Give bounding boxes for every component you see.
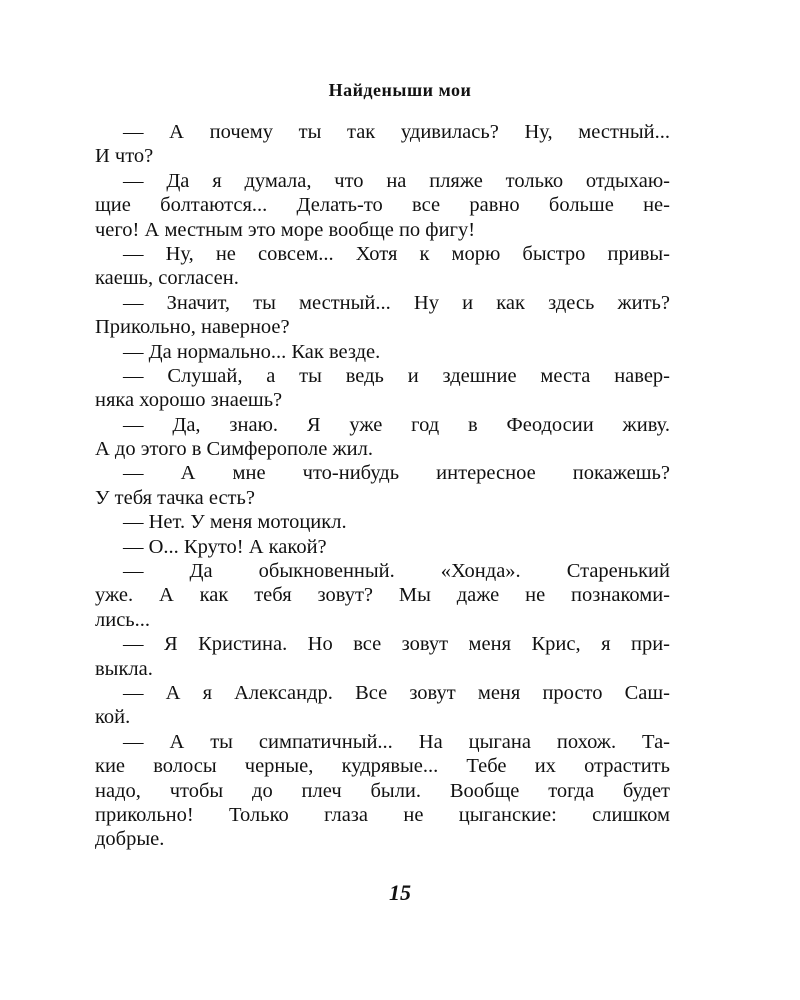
text-line: — Значит, ты местный... Ну и как здесь жить? bbox=[123, 291, 670, 314]
text-line: кой. bbox=[95, 706, 131, 729]
text-line: — Да нормально... Как везде. bbox=[123, 340, 381, 363]
text-line: чего! А местным это море вообще по фигу! bbox=[95, 218, 476, 241]
text-line: И что? bbox=[95, 145, 154, 168]
page-number: 15 bbox=[389, 880, 411, 905]
text-line: — Да я думала, что на пляже только отдыхаю- bbox=[123, 169, 670, 192]
text-line: прикольно! Только глаза не цыганские: слишком bbox=[95, 803, 670, 826]
text-line: — Я Кристина. Но все зовут меня Крис, я при- bbox=[123, 633, 670, 656]
text-line: добрые. bbox=[95, 828, 165, 851]
text-line: выкла. bbox=[95, 657, 153, 680]
text-line: — Да, знаю. Я уже год в Феодосии живу. bbox=[123, 413, 670, 436]
text-line: — А я Александр. Все зовут меня просто Саш- bbox=[123, 681, 670, 704]
running-header: Найденыши мои bbox=[328, 80, 472, 100]
text-line: кие волосы черные, кудрявые... Тебе их отрастить bbox=[95, 755, 670, 778]
text-line: А до этого в Симферополе жил. bbox=[95, 438, 373, 461]
text-line: — О... Круто! А какой? bbox=[123, 535, 327, 558]
text-line: каешь, согласен. bbox=[95, 267, 239, 290]
text-line: няка хорошо знаешь? bbox=[95, 389, 283, 412]
text-line: Прикольно, наверное? bbox=[95, 316, 290, 339]
text-line: — Да обыкновенный. «Хонда». Старенький bbox=[123, 560, 670, 583]
text-line: надо, чтобы до плеч были. Вообще тогда будет bbox=[95, 779, 670, 802]
text-line: — А ты симпатичный... На цыгана похож. Та- bbox=[123, 730, 670, 753]
text-line: У тебя тачка есть? bbox=[95, 486, 255, 509]
text-line: — Ну, не совсем... Хотя к морю быстро привы- bbox=[123, 242, 670, 265]
text-line: — Нет. У меня мотоцикл. bbox=[123, 511, 347, 534]
page-body-text bbox=[95, 120, 670, 852]
text-line: лись... bbox=[95, 608, 151, 631]
text-line: щие болтаются... Делать-то все равно больше не- bbox=[95, 194, 670, 217]
text-line: — Слушай, а ты ведь и здешние места навер- bbox=[123, 364, 670, 387]
text-line: — А почему ты так удивилась? Ну, местный... bbox=[123, 121, 670, 143]
text-line: уже. А как тебя зовут? Мы даже не познакоми- bbox=[95, 584, 670, 607]
text-line: — А мне что-нибудь интересное покажешь? bbox=[123, 462, 670, 485]
